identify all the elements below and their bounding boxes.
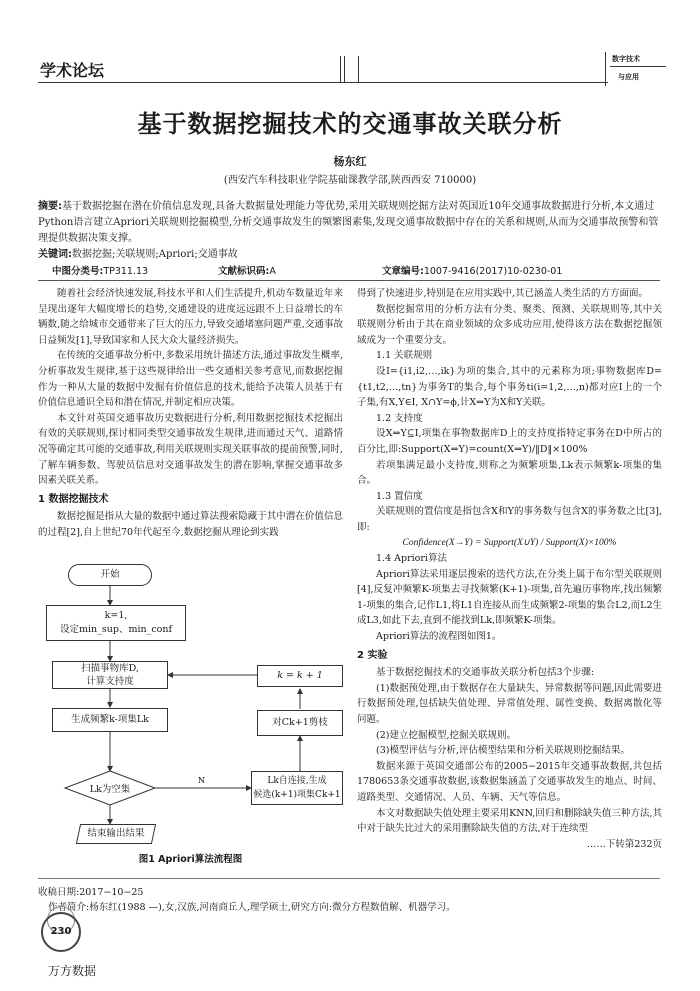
figure-caption: 图1 Apriori算法流程图	[138, 854, 243, 865]
header-rule	[38, 82, 608, 83]
abstract-label: 摘要:	[38, 201, 62, 212]
footnote-rule	[38, 878, 660, 879]
paragraph: 本文对数据缺失值处理主要采用KNN,回归和删除缺失值三种方法,其中对于缺失比过大的采用删除缺失值的方法,对于连续型	[357, 807, 662, 835]
keywords	[38, 245, 660, 260]
clc-label: 中图分类号:	[52, 266, 104, 277]
subsection-heading: 1.3 置信度	[376, 490, 423, 502]
paragraph: 随着社会经济快速发展,科技水平和人们生活提升,机动车数量近年来呈现出逐年大幅度增长的趋势,交通建设的进度远远跟不上日益增长的车辆数,随之给城市交通带来了巨大的压力,导致交通堵塞问题严重,交通事故日益频发[1],导致国家和人民大众大量经济损失。	[38, 288, 343, 346]
logo-text-bottom: 与应用	[618, 72, 639, 81]
article-number	[382, 263, 562, 277]
doc-code-label: 文献标识码:	[218, 266, 270, 277]
clc-value: TP311.13	[103, 266, 149, 277]
right-column	[357, 286, 662, 852]
author-bio: 作者简介:杨东红(1988 —),女,汉族,河南商丘人,理学硕士,研究方向:微分方程数值解、机器学习。	[48, 902, 456, 913]
confidence-equation: Confidence(X→Y) = Support(X∪Y) / Support(X)×100%	[402, 537, 617, 548]
flow-condition-label: Lk为空集	[89, 784, 131, 795]
received-date: 收稿日期:2017−10−25	[38, 887, 144, 898]
flow-increment: k = k + 1	[257, 665, 343, 687]
flow-scan-line-2: 计算支持度	[86, 676, 134, 687]
flow-join-line-2: 候选(k+1)项集Ck+1	[253, 790, 341, 800]
flow-join	[251, 771, 343, 805]
journal-logo	[605, 52, 669, 86]
paragraph: 在传统的交通事故分析中,多数采用统计描述方法,通过事故发生概率,分析事故发生规律,基于这些规律给出一些交通相关参考意见,而数据挖掘作为一种从大量的数据中发掘有价值信息的技术,能给予决策人员基于有价值信息通识全局和潜在情况,并制定相应决策。	[38, 350, 343, 409]
flow-start: 开始	[68, 564, 152, 586]
abstract	[38, 199, 660, 247]
doc-code-value: A	[269, 266, 276, 277]
flow-init	[46, 605, 186, 641]
flow-prune: 对Ck+1剪枝	[257, 710, 343, 736]
paragraph: 若项集满足最小支持度,则称之为频繁项集,Lk表示频繁k-项集的集合。	[357, 459, 662, 487]
no-label: N	[198, 776, 205, 785]
author-name: 杨东红	[333, 155, 367, 168]
flow-generate: 生成频繁k-项集Lk	[52, 708, 168, 732]
paragraph: 数据来源于英国交通部公布的2005−2015年交通事故数据,共包括1780653条交通事故数据,该数据集涵盖了交通事故发生的地点、时间、道路类型、交通情况、人员、车辆、天气等信息。	[357, 760, 662, 803]
clc-number	[52, 263, 148, 277]
paragraph: 设X⇒Y⊆I,项集在事物数据库D上的支持度指特定事务在D中所占的百分比,即:Support(X⇒Y)=count(X⇒Y)/‖D‖×100%	[357, 428, 662, 455]
paragraph: 数据挖掘是指从大量的数据中通过算法搜索隐藏于其中潜在价值信息的过程[2],自上世纪70年代起至今,数据挖掘从理论到实践	[38, 511, 343, 538]
paragraph: 得到了快速进步,特别是在应用实践中,其已涵盖人类生活的方方面面。	[357, 288, 649, 299]
flow-init-line-2: 设定min_sup、min_conf	[59, 624, 173, 635]
apriori-flowchart	[38, 561, 343, 865]
flow-scan-line-1: 扫描事物库D,	[81, 663, 139, 674]
article-value: 1007-9416(2017)10-0230-01	[423, 266, 563, 277]
paragraph: (1)数据预处理,由于数据存在大量缺失、异常数据等问题,因此需要进行数据预处理,包括缺失值处理、异常值处理、属性变换、数据离散化等问题。	[357, 682, 662, 726]
paragraph: 设I={i1,i2,…,ik}为项的集合,其中的元素称为项;事物数据库D={t1,t2,…,tn}为事务T的集合,每个事务ti(i=1,2,…,n)都对应I上的一个子集,有X,Y∈I, X∩Y=ϕ,计X⇒Y为X和Y关联。	[357, 365, 662, 409]
flow-scan	[52, 661, 168, 689]
abstract-text: 基于数据挖掘在潜在价值信息发现,具备大数据量处理能力等优势,采用关联规则挖掘方法对英国近10年交通事故数据进行分析,本文通过Python语言建立Apriori关联规则挖掘模型,分析交通事故发生的频繁图素集,发现交通事故数据中存在的关系和规则,从而为交通事故预警和管理提供数据决策支撑。	[38, 201, 659, 244]
subsection-heading: 1.4 Apriori算法	[376, 553, 447, 565]
document-code	[218, 263, 276, 277]
header-divider-bars	[340, 56, 362, 82]
paragraph: Apriori算法的流程图如图1。	[376, 631, 502, 643]
flow-join-line-1: Lk自连接,生成	[267, 776, 327, 786]
flow-end	[76, 824, 156, 844]
paragraph: (3)模型评估与分析,评估模型结果和分析关联规则挖掘结果。	[376, 745, 630, 757]
subsection-heading: 1.1 关联规则	[376, 350, 433, 362]
left-column	[38, 286, 343, 541]
keywords-label: 关键词:	[38, 249, 72, 260]
page-number: 230	[41, 912, 81, 952]
subsection-heading: 1.2 支持度	[376, 412, 423, 424]
page-header	[0, 40, 700, 86]
article-label: 文章编号:	[382, 266, 424, 277]
meta-rule	[38, 280, 660, 281]
keywords-text: 数据挖掘;关联规则;Apriori;交通事故	[72, 249, 238, 260]
section-heading: 1 数据挖掘技术	[38, 493, 109, 505]
section-heading: 2 实验	[357, 649, 388, 661]
flow-init-line-1: k=1,	[104, 610, 128, 621]
author-affiliation: (西安汽车科技职业学院基础课教学部,陕西西安 710000)	[223, 175, 477, 186]
flow-end-label: 结束输出结果	[87, 828, 145, 839]
logo-text-top: 数字技术	[612, 54, 640, 63]
continued-note: ……下转第232页	[586, 838, 662, 850]
section-title: 学术论坛	[40, 61, 105, 80]
paragraph: 基于数据挖掘技术的交通事故关联分析包括3个步骤:	[376, 667, 595, 679]
paragraph: (2)建立挖掘模型,挖掘关联规则。	[376, 729, 516, 741]
paragraph: 数据挖掘常用的分析方法有分类、聚类、预测、关联规则等,其中关联规则分析由于其在商业领域的众多成功应用,使得该方法在数据挖掘领域成为一个重要分支。	[357, 303, 662, 346]
paper-title: 基于数据挖掘技术的交通事故关联分析	[137, 110, 563, 138]
source-watermark: 万方数据	[48, 964, 97, 978]
paragraph: 关联规则的置信度是指包含X和Y的事务数与包含X的事务数之比[3],即:	[357, 506, 662, 533]
paragraph: 本文针对英国交通事故历史数据进行分析,利用数据挖掘技术挖掘出有效的关联规则,探讨相同类型交通事故发生规律,进而通过天气、道路情况等确定其可能的交通事故,利用关联规则实现关联事故的提前预警,同时,了解车辆参数、驾驶员信息对交通事故发生的潜在影响,掌握交通事故多因素关联关系。	[38, 412, 343, 487]
paragraph: Apriori算法采用逐层搜索的迭代方法,在分类上属于布尔型关联规则[4],反复冲频繁K-项集去寻找频繁(K+1)-项集,首先遍历事物库,找出频繁1-项集的集合,记作L1,将L1自连接从而生成频繁2-项集的集合L2,而L2生成L3,如此下去,直到不能找到Lk,即频繁K-项集。	[357, 568, 662, 627]
logo-line	[610, 66, 666, 67]
